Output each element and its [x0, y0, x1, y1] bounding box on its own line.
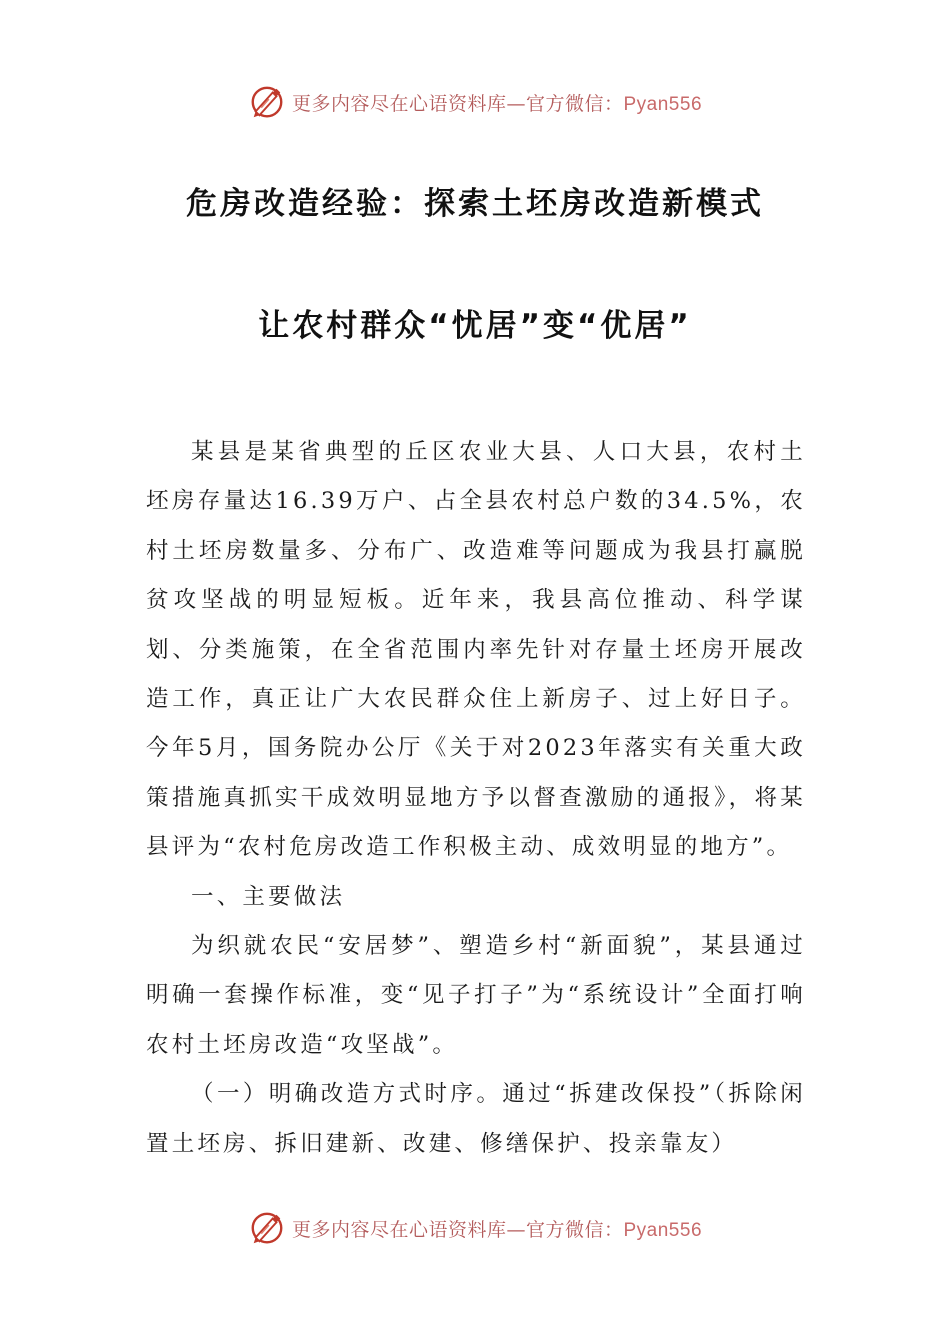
- pen-logo-icon: [248, 83, 286, 121]
- header-banner-text: 更多内容尽在心语资料库—官方微信：Pyan556: [291, 92, 703, 115]
- header-wechat-id: Pyan556: [623, 93, 703, 115]
- footer-wechat-id: Pyan556: [623, 1219, 703, 1241]
- header-banner: [0, 82, 950, 122]
- document-title-line-2: 让农村群众“忧居”变“优居”: [258, 308, 692, 344]
- footer-banner-text: 更多内容尽在心语资料库—官方微信：Pyan556: [291, 1218, 703, 1241]
- paragraph-practices-summary: 为织就农民“安居梦”、塑造乡村“新面貌”，某县通过明确一套操作标准，变“见子打子”为“系统设计”全面打响农村土坯房改造“攻坚战”。: [146, 933, 806, 1058]
- paragraph-subsection-1: （一）明确改造方式时序。通过“拆建改保投”（拆除闲置土坯房、拆旧建新、改建、修缮保护、投亲靠友）: [146, 1081, 806, 1157]
- paragraph-intro: 某县是某省典型的丘区农业大县、人口大县，农村土坯房存量达16.39万户、占全县农村总户数的34.5%，农村土坯房数量多、分布广、改造难等问题成为我县打赢脱贫攻坚战的明显短板。近年来，我县高位推动、科学谋划、分类施策，在全省范围内率先针对存量土坯房开展改造工作，真正让广大农民群众住上新房子、过上好日子。今年5月，国务院办公厅《关于对2023年落实有关重大政策措施真抓实干成效明显地方予以督查激励的通报》，将某县评为“农村危房改造工作积极主动、成效明显的地方”。: [146, 439, 806, 861]
- document-body: [146, 428, 806, 1169]
- pen-logo-icon: [248, 1209, 286, 1247]
- document-title-line-1: 危房改造经验：探索土坯房改造新模式: [186, 186, 764, 222]
- footer-banner: [0, 1208, 950, 1248]
- section-heading-main-practices: 一、主要做法: [191, 883, 346, 910]
